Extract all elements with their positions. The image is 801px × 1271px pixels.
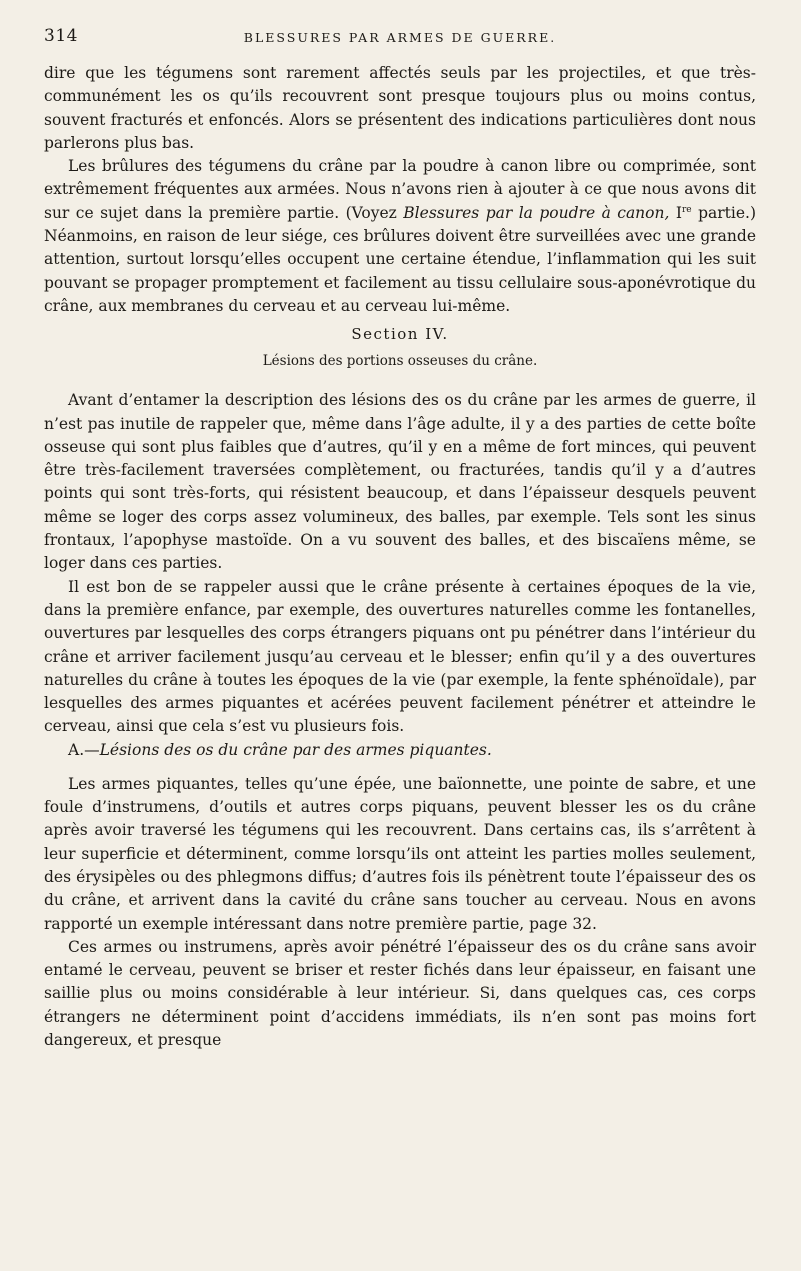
paragraph-burns-text-start: Les brûlures des tégumens du crâne par la poudre à canon libre ou comprimée, sont extrêmement fréquentes aux armées. Nous n’avons rien à ajouter à ce que nous avons dit sur ce sujet dans la première partie. (Voyez [44,157,756,222]
paragraph-bone-structure: Avant d’entamer la description des lésions des os du crâne par les armes de guerre, il n’est pas inutile de rappeler que, même dans l’âge adulte, il y a des parties de cette boîte osseuse qui sont plus faibles que d’autres, qu’il y en a même de fort minces, qui peuvent être très-facilement traversées complètement, ou fracturées, tandis qu’il y a d’autres points qui sont très-forts, qui résistent beaucoup, et dans l’épaisseur desquels peuvent même se loger des corps assez volumineux, des balles, par exemple. Tels sont les sinus frontaux, l’apophyse mastoïde. On a vu souvent des balles, et des biscaïens même, se loger dans ces parties. [44,391,756,573]
paragraph-piercing-weapons: Les armes piquantes, telles qu’une épée, une baïonnette, une pointe de sabre, et une foule d’instrumens, d’outils et autres corps piquans, peuvent blesser les os du crâne après avoir traversé les tégumens qui les recouvrent. Dans certains cas, ils s’arrêtent à leur superficie et déterminent, comme lorsqu’ils ont atteint les parties molles seulement, des érysipèles ou des phlegmons diffus; d’autres fois ils pénètrent toute l’épaisseur des os du crâne, et arrivent dans la cavité du crâne sans toucher au cerveau. Nous en avons rapporté un exemple intéressant dans notre première partie, page 32. [44,774,756,933]
page-number: 314 [44,26,78,46]
page-header [44,22,756,62]
subsection-letter: A.— [68,740,100,759]
subsection-title: Lésions des os du crâne par des armes piquantes. [99,740,492,759]
paragraph-burns [44,155,756,318]
paragraph-burns-text-end: partie.) Néanmoins, en raison de leur siége, ces brûlures doivent être surveillées avec une grande attention, surtout lorsqu’elles occupent une certaine étendue, l’inflammation qui les suit pouvant se propager promptement et facilement au tissu cellulaire sous-aponévrotique du crâne, aux membranes du cerveau et au cerveau lui-même. [44,203,756,315]
section-subtitle: Lésions des portions osseuses du crâne. [262,353,538,370]
book-page [44,22,756,1052]
section-heading: Section IV. [351,325,449,344]
ordinal-superscript: re [682,204,692,215]
running-title: BLESSURES PAR ARMES DE GUERRE. [243,30,557,45]
subsection-heading [44,741,756,759]
paragraph-continuation: dire que les tégumens sont rarement affectés seuls par les projectiles, et que très-communément les os qu’ils recouvrent sont presque toujours plus ou moins contus, souvent fracturés et enfoncés. Alors se présentent des indications particulières dont nous parlerons plus bas. [44,64,756,152]
cross-reference-part: I [669,203,682,222]
paragraph-natural-openings: Il est bon de se rappeler aussi que le crâne présente à certaines époques de la vie, dans la première enfance, par exemple, des ouvertures naturelles comme les fontanelles, ouvertures par lesquelles des corps étrangers piquans ont pu pénétrer dans l’intérieur du crâne et arriver facilement jusqu’au cerveau et le blesser; enfin qu’il y a des ouvertures naturelles du crâne à toutes les époques de la vie (par exemple, la fente sphénoïdale), par lesquelles des armes piquantes et acérées peuvent facilement pénétrer et atteindre le cerveau, ainsi que cela s’est vu plusieurs fois. [44,577,756,736]
paragraph-embedded-bodies: Ces armes ou instrumens, après avoir pénétré l’épaisseur des os du crâne sans avoir entamé le cerveau, peuvent se briser et rester fichés dans leur épaisseur, en faisant une saillie plus ou moins considérable à leur intérieur. Si, dans quelques cas, ces corps étrangers ne déterminent point d’accidens immédiats, ils n’en sont pas moins fort dangereux, et presque [44,937,756,1049]
cross-reference-title: Blessures par la poudre à canon, [403,203,670,222]
